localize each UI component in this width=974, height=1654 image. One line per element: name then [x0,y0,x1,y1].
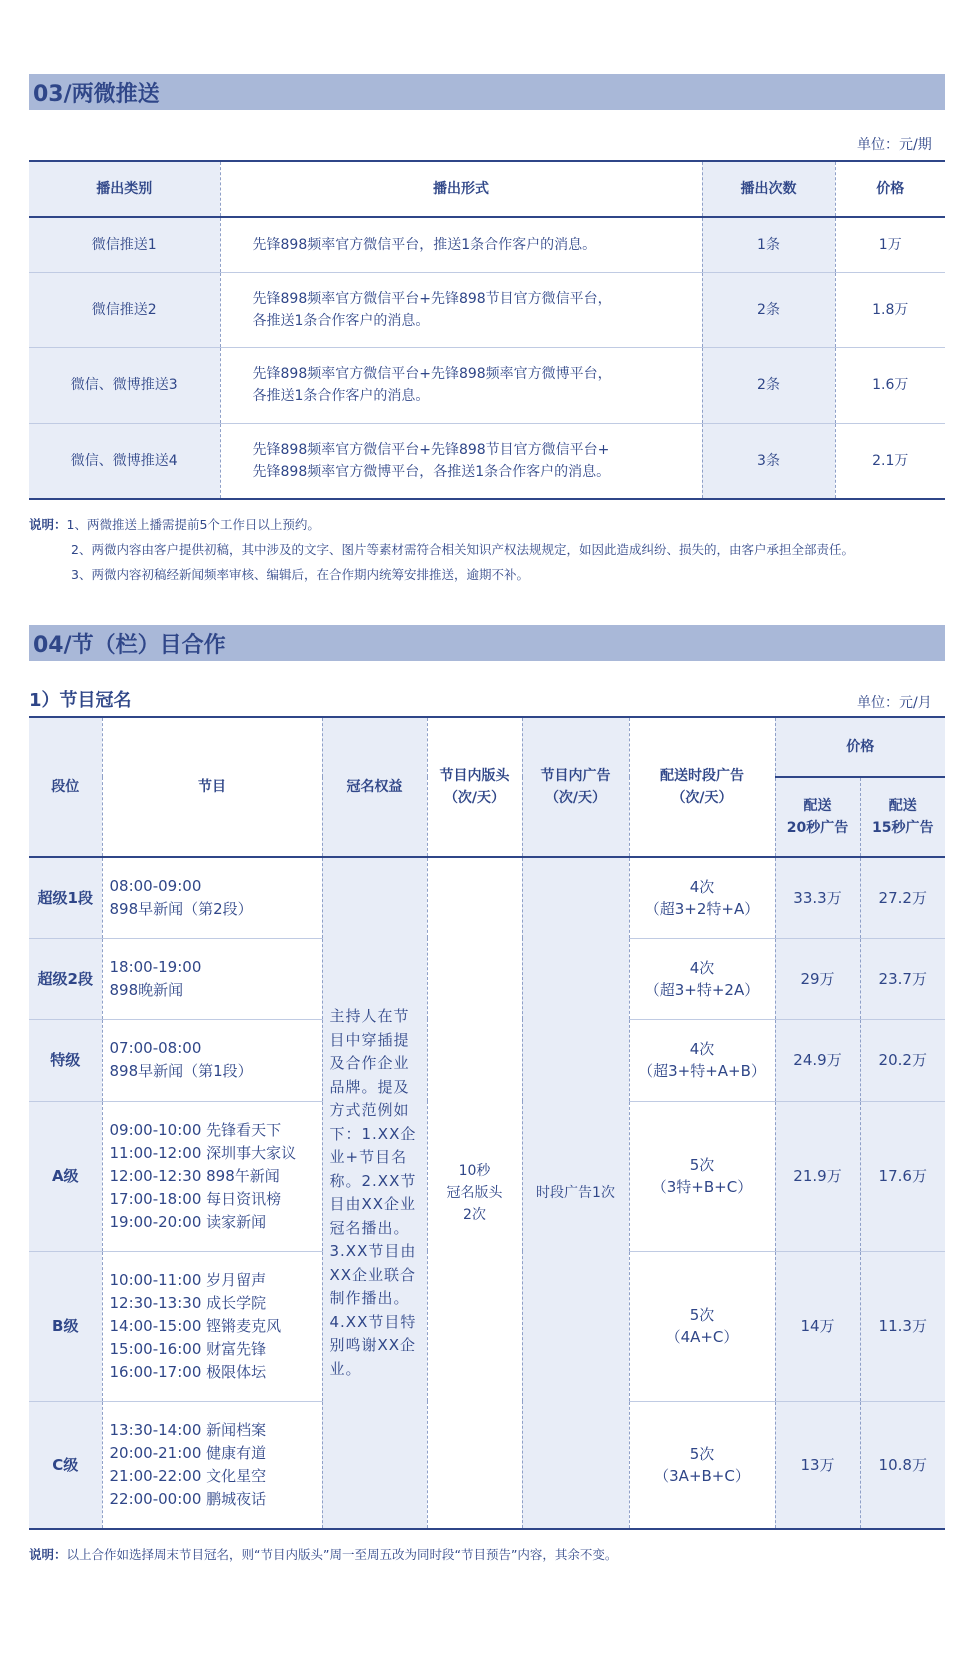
slot-ad-cell: 4次 （超3+特+A+B） [629,1019,775,1101]
push-table [29,160,945,500]
price-20s-cell: 24.9万 [775,1019,860,1101]
level-cell: C级 [29,1401,102,1529]
push-count: 1条 [702,217,835,272]
program-cell: 08:00-09:00 898早新闻（第2段） [102,857,322,938]
sponsorship-note [29,1545,617,1563]
price-20s-cell: 13万 [775,1401,860,1529]
header-inner-ad: 节目内广告 （次/天） [522,717,629,857]
slot-ad-cell: 4次 （超3+2特+A） [629,857,775,938]
unit-label: 单位：元/月 [857,695,932,711]
note-item: 3、两微内容初稿经新闻频率审核、编辑后，在合作期内统筹安排推送，逾期不补。 [71,567,529,582]
header-category: 播出类别 [29,161,220,217]
header-level: 段位 [29,717,102,857]
program-cell: 18:00-19:00 898晚新闻 [102,938,322,1019]
push-category: 微信、微博推送3 [29,347,220,423]
price-20s-cell: 29万 [775,938,860,1019]
notes-label: 说明： [29,517,67,532]
level-cell: A级 [29,1101,102,1251]
level-cell: B级 [29,1251,102,1401]
section-title-text: 03/两微推送 [33,81,160,107]
price-15s-cell: 23.7万 [860,938,945,1019]
level-cell: 超级1段 [29,857,102,938]
header-opening: 节目内版头 （次/天） [427,717,522,857]
slot-ad-cell: 4次 （超3+特+2A） [629,938,775,1019]
header-rights: 冠名权益 [322,717,427,857]
sponsorship-table [29,716,945,1530]
price-15s-cell: 11.3万 [860,1251,945,1401]
subsection-title: 1）节目冠名 [29,690,132,711]
table-row [29,272,945,347]
push-form: 先锋898频率官方微信平台+先锋898频率官方微博平台， 各推送1条合作客户的消息。 [220,347,702,423]
section-title-text: 04/节（栏）目合作 [33,632,226,658]
push-category: 微信推送2 [29,272,220,347]
price-15s-cell: 17.6万 [860,1101,945,1251]
opening-cell: 10秒 冠名版头 2次 [427,857,522,1529]
table-row [29,217,945,272]
program-cell: 13:30-14:00 新闻档案 20:00-21:00 健康有道 21:00-22:00 文化星空 22:00-00:00 鹏城夜话 [102,1401,322,1529]
program-cell: 09:00-10:00 先锋看天下 11:00-12:00 深圳事大家议 12:00-12:30 898午新闻 17:00-18:00 每日资讯榜 19:00-20:00 读家新闻 [102,1101,322,1251]
slot-ad-cell: 5次 （3A+B+C） [629,1401,775,1529]
push-form: 先锋898频率官方微信平台+先锋898节目官方微信平台， 各推送1条合作客户的消息。 [220,272,702,347]
push-price: 1.8万 [835,272,945,347]
push-price: 1万 [835,217,945,272]
section-title-two-micro-push [29,74,945,110]
push-count: 2条 [702,272,835,347]
notes-label: 说明： [29,1547,67,1562]
push-count: 3条 [702,423,835,499]
push-form: 先锋898频率官方微信平台，推送1条合作客户的消息。 [220,217,702,272]
unit-label: 单位：元/期 [857,137,932,153]
sponsor-rights-cell: 主持人在节目中穿插提及合作企业品牌。提及方式范例如下：1.XX企业+节目名称。2.XX节目由XX企业冠名播出。3.XX节目由XX企业联合制作播出。4.XX节目特别鸣谢XX企业。 [322,857,427,1529]
header-price: 价格 [835,161,945,217]
price-20s-cell: 21.9万 [775,1101,860,1251]
slot-ad-cell: 5次 （4A+C） [629,1251,775,1401]
price-15s-cell: 27.2万 [860,857,945,938]
header-count: 播出次数 [702,161,835,217]
note-item: 2、两微内容由客户提供初稿，其中涉及的文字、图片等素材需符合相关知识产权法规规定，如因此造成纠纷、损失的，由客户承担全部责任。 [71,542,854,557]
inner-ad-cell: 时段广告1次 [522,857,629,1529]
table-row [29,423,945,499]
header-price: 价格 [775,717,945,777]
note-item: 以上合作如选择周末节目冠名，则“节目内版头”周一至周五改为同时段“节目预告”内容，其余不变。 [66,1547,618,1562]
push-price: 1.6万 [835,347,945,423]
level-cell: 特级 [29,1019,102,1101]
push-category: 微信、微博推送4 [29,423,220,499]
header-form: 播出形式 [220,161,702,217]
header-slot-ad: 配送时段广告 （次/天） [629,717,775,857]
note-item: 1、两微推送上播需提前5个工作日以上预约。 [66,517,320,532]
push-price: 2.1万 [835,423,945,499]
section-title-program-cooperation [29,625,945,661]
price-20s-cell: 33.3万 [775,857,860,938]
program-cell: 07:00-08:00 898早新闻（第1段） [102,1019,322,1101]
slot-ad-cell: 5次 （3特+B+C） [629,1101,775,1251]
level-cell: 超级2段 [29,938,102,1019]
program-cell: 10:00-11:00 岁月留声 12:30-13:30 成长学院 14:00-15:00 铿锵麦克风 15:00-16:00 财富先锋 16:00-17:00 极限体坛 [102,1251,322,1401]
table-row [29,347,945,423]
push-notes [29,512,854,587]
push-form: 先锋898频率官方微信平台+先锋898节目官方微信平台+ 先锋898频率官方微博平台，各推送1条合作客户的消息。 [220,423,702,499]
header-price-15s: 配送 15秒广告 [860,777,945,857]
price-20s-cell: 14万 [775,1251,860,1401]
header-program: 节目 [102,717,322,857]
push-category: 微信推送1 [29,217,220,272]
push-count: 2条 [702,347,835,423]
header-price-20s: 配送 20秒广告 [775,777,860,857]
price-15s-cell: 20.2万 [860,1019,945,1101]
price-15s-cell: 10.8万 [860,1401,945,1529]
table-row [29,857,945,938]
